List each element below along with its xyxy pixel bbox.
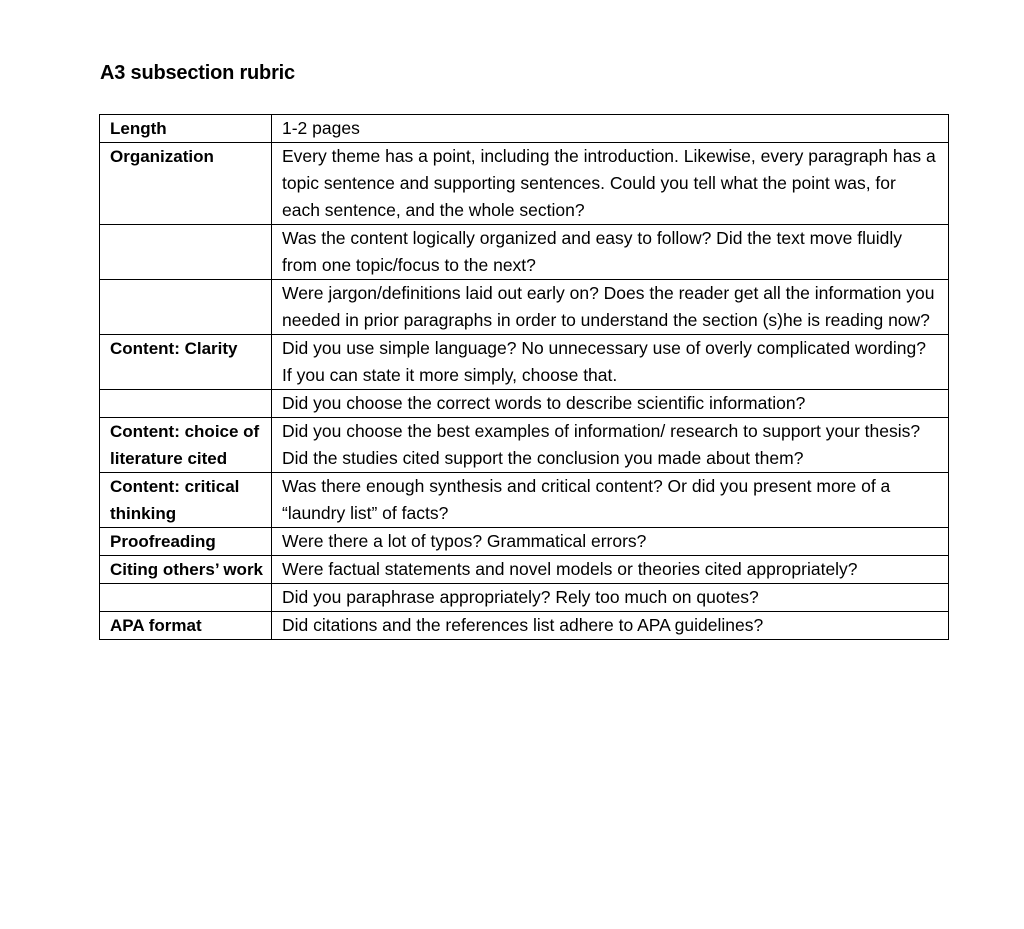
category-cell: Citing others’ work <box>100 556 272 584</box>
category-cell: Content: choice of literature cited <box>100 418 272 473</box>
criterion-cell: Did you choose the best examples of information/ research to support your thesis? Did the studies cited support the conclusion you made about them? <box>272 418 949 473</box>
category-cell: Length <box>100 115 272 143</box>
criterion-cell: Did you choose the correct words to describe scientific information? <box>272 390 949 418</box>
rubric-row-citing-paraphrase <box>100 584 949 612</box>
rubric-row-organization-jargon <box>100 280 949 335</box>
rubric-row-proofreading <box>100 528 949 556</box>
category-cell <box>100 280 272 335</box>
document-title: A3 subsection rubric <box>100 62 295 84</box>
rubric-row-literature <box>100 418 949 473</box>
rubric-table <box>99 114 949 640</box>
category-cell: Content: critical thinking <box>100 473 272 528</box>
criterion-cell: Did citations and the references list adhere to APA guidelines? <box>272 612 949 640</box>
criterion-cell: 1-2 pages <box>272 115 949 143</box>
rubric-row-length <box>100 115 949 143</box>
rubric-row-organization-flow <box>100 225 949 280</box>
rubric-row-critical-thinking <box>100 473 949 528</box>
criterion-cell: Were jargon/definitions laid out early on? Does the reader get all the information you needed in prior paragraphs in order to understand the section (s)he is reading now? <box>272 280 949 335</box>
category-cell: Content: Clarity <box>100 335 272 390</box>
rubric-row-apa <box>100 612 949 640</box>
category-cell: Organization <box>100 143 272 225</box>
criterion-cell: Were factual statements and novel models or theories cited appropriately? <box>272 556 949 584</box>
criterion-cell: Did you use simple language? No unnecessary use of overly complicated wording? If you can state it more simply, choose that. <box>272 335 949 390</box>
criterion-cell: Were there a lot of typos? Grammatical errors? <box>272 528 949 556</box>
rubric-row-clarity <box>100 335 949 390</box>
criterion-cell: Was the content logically organized and easy to follow? Did the text move fluidly from one topic/focus to the next? <box>272 225 949 280</box>
category-cell: APA format <box>100 612 272 640</box>
category-cell: Proofreading <box>100 528 272 556</box>
category-cell <box>100 390 272 418</box>
category-cell <box>100 225 272 280</box>
criterion-cell: Did you paraphrase appropriately? Rely too much on quotes? <box>272 584 949 612</box>
rubric-row-citing <box>100 556 949 584</box>
category-cell <box>100 584 272 612</box>
rubric-row-clarity-words <box>100 390 949 418</box>
criterion-cell: Was there enough synthesis and critical content? Or did you present more of a “laundry list” of facts? <box>272 473 949 528</box>
rubric-row-organization <box>100 143 949 225</box>
criterion-cell: Every theme has a point, including the introduction. Likewise, every paragraph has a topic sentence and supporting sentences. Could you tell what the point was, for each sentence, and the whole section? <box>272 143 949 225</box>
